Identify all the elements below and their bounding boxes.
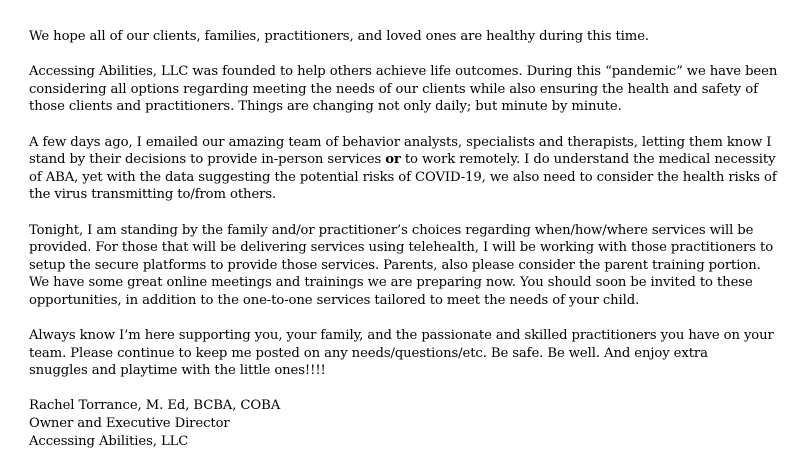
greeting-paragraph <box>29 28 794 46</box>
paragraph-line: of ABA, yet with the data suggesting the potential risks of COVID-19, we also need to consider the health risks of <box>29 169 777 185</box>
line-segment: to work remotely. I do understand the medical necessity <box>400 152 776 168</box>
paragraph-line <box>29 151 794 169</box>
paragraph-line: Tonight, I am standing by the family and/or practitioner’s choices regarding when/how/where services will be <box>29 222 754 238</box>
greeting-line: We hope all of our clients, families, practitioners, and loved ones are healthy during this time. <box>29 29 650 44</box>
paragraph-line: snuggles and playtime with the little ones!!!! <box>29 363 326 379</box>
paragraph-line: team. Please continue to keep me posted on any needs/questions/etc. Be safe. Be well. And enjoy extra <box>29 345 708 361</box>
closing-paragraph <box>29 327 794 380</box>
paragraph-line: opportunities, in addition to the one-to-one services tailored to meet the needs of your child. <box>29 292 640 308</box>
paragraph-line: considering all options regarding meeting the needs of our clients while also ensuring the health and safety of <box>29 81 758 97</box>
founding-paragraph <box>29 63 794 116</box>
emphasis-or: or <box>385 152 401 168</box>
paragraph-line: Accessing Abilities, LLC was founded to help others achieve life outcomes. During this “pandemic” we have been <box>29 64 778 80</box>
paragraph-line: provided. For those that will be delivering services using telehealth, I will be working with those practitioners to <box>29 240 774 256</box>
paragraph-line: A few days ago, I emailed our amazing team of behavior analysts, specialists and therapists, letting them know I <box>29 134 772 150</box>
signature-block <box>29 397 794 450</box>
paragraph-line: Always know I’m here supporting you, your family, and the passionate and skilled practitioners you have on your <box>29 328 774 344</box>
paragraph-line: those clients and practitioners. Things are changing not only daily; but minute by minute. <box>29 99 622 115</box>
paragraph-line: setup the secure platforms to provide those services. Parents, also please consider the parent training portion. <box>29 257 761 273</box>
signature-name: Rachel Torrance, M. Ed, BCBA, COBA <box>29 398 281 414</box>
signature-company: Accessing Abilities, LLC <box>29 433 189 449</box>
letter-document <box>29 28 794 450</box>
signature-title: Owner and Executive Director <box>29 416 230 432</box>
paragraph-line: the virus transmitting to/from others. <box>29 187 277 203</box>
team-decision-paragraph <box>29 134 794 204</box>
services-paragraph <box>29 222 794 310</box>
paragraph-line: We have some great online meetings and trainings we are preparing now. You should soon be invited to these <box>29 275 753 291</box>
line-segment: stand by their decisions to provide in-person services <box>29 152 386 168</box>
